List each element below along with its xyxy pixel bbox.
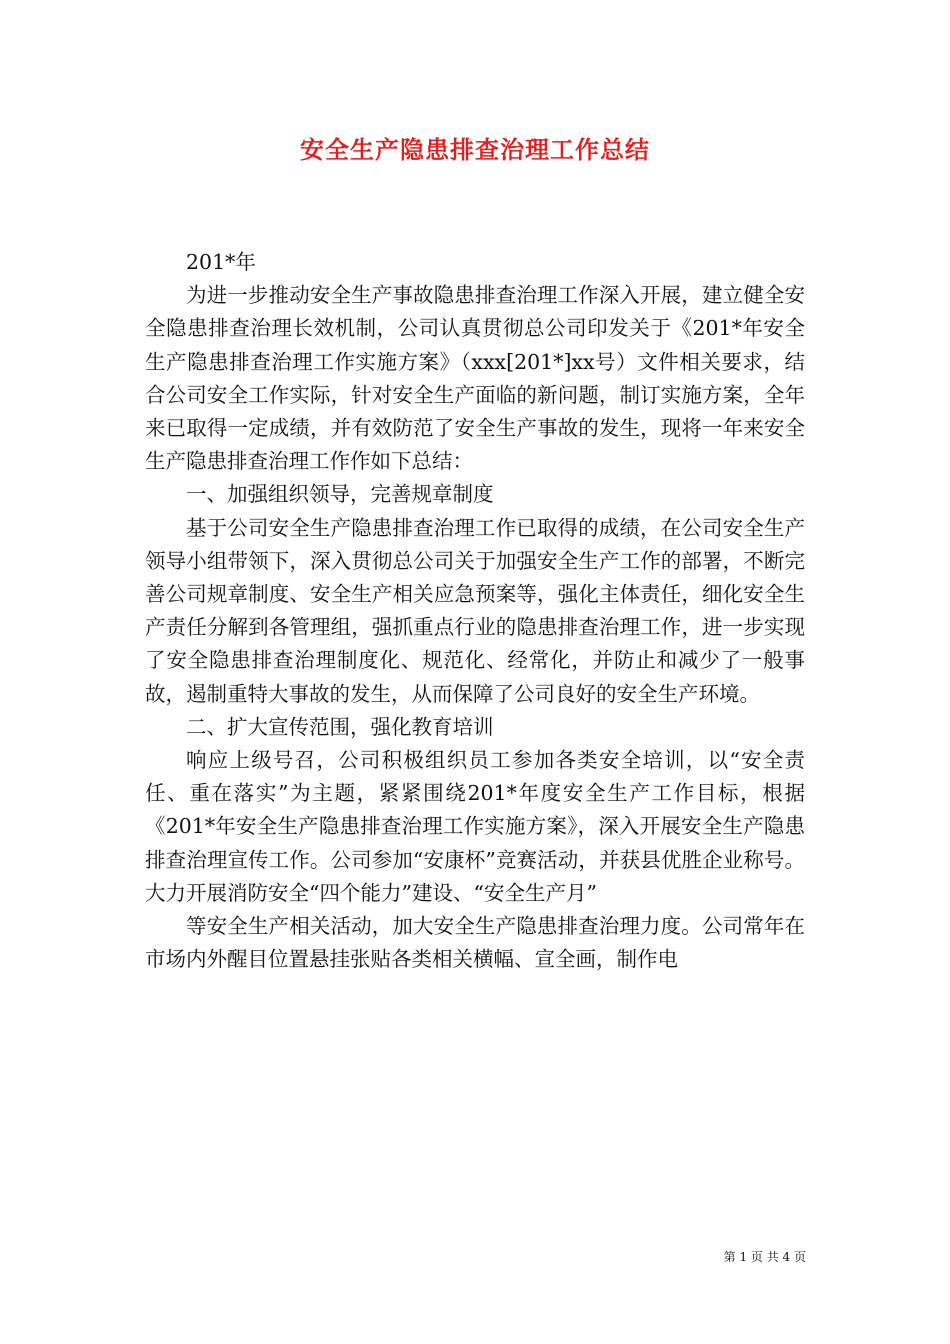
document-body xyxy=(145,246,805,976)
paragraph-intro: 为进一步推动安全生产事故隐患排查治理工作深入开展，建立健全安全隐患排查治理长效机制，公司认真贯彻总公司印发关于《201*年安全生产隐患排查治理工作实施方案》（xxx[201*]xx号）文件相关要求，结合公司安全工作实际，针对安全生产面临的新问题，制订实施方案，全年来已取得一定成绩，并有效防范了安全生产事故的发生，现将一年来安全生产隐患排查治理工作作如下总结： xyxy=(145,283,805,474)
page-number: 第 1 页 共 4 页 xyxy=(723,1250,806,1264)
paragraph-year: 201*年 xyxy=(186,250,256,274)
section-heading-2: 二、扩大宣传范围，强化教育培训 xyxy=(186,714,494,739)
paragraph-continued: 等安全生产相关活动，加大安全生产隐患排查治理力度。公司常年在市场内外醒目位置悬挂张贴各类相关横幅、宣全画，制作电 xyxy=(145,914,805,972)
paragraph-section-1: 基于公司安全生产隐患排查治理工作已取得的成绩，在公司安全生产领导小组带领下，深入贯彻总公司关于加强安全生产工作的部署，不断完善公司规章制度、安全生产相关应急预案等，强化主体责任，细化安全生产责任分解到各管理组，强抓重点行业的隐患排查治理工作，进一步实现了安全隐患排查治理制度化、规范化、经常化，并防止和减少了一般事故，遏制重特大事故的发生，从而保障了公司良好的安全生产环境。 xyxy=(145,515,805,706)
document-title: 安全生产隐患排查治理工作总结 xyxy=(300,135,650,164)
paragraph-section-2: 响应上级号召，公司积极组织员工参加各类安全培训，以“安全责任、重在落实”为主题，紧紧围绕201*年度安全生产工作目标，根据《201*年安全生产隐患排查治理工作实施方案》，深入开展安全生产隐患排查治理宣传工作。公司参加“安康杯”竞赛活动，并获县优胜企业称号。大力开展消防安全“四个能力”建设、“安全生产月” xyxy=(145,748,805,905)
section-heading-1: 一、加强组织领导，完善规章制度 xyxy=(186,482,494,507)
